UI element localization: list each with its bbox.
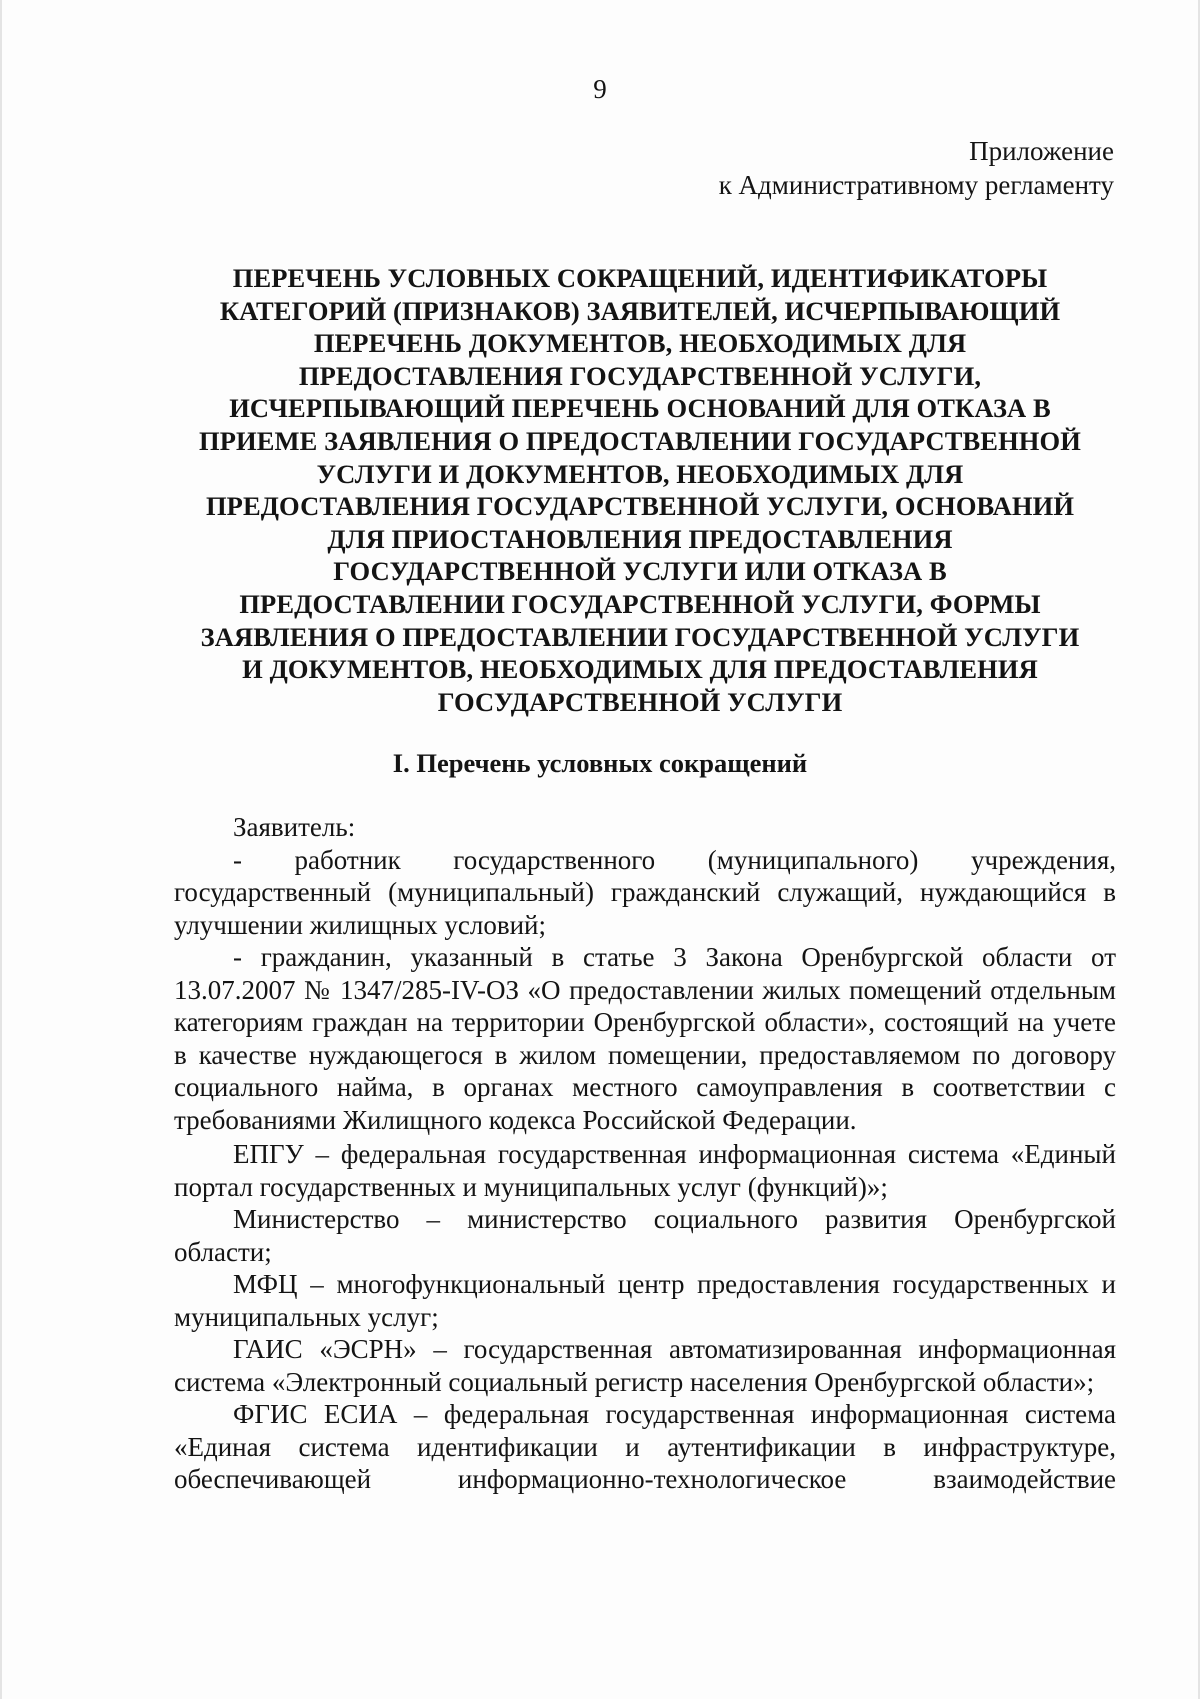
title-line: ГОСУДАРСТВЕННОЙ УСЛУГИ ИЛИ ОТКАЗА В: [333, 556, 947, 587]
appendix-reference: [554, 134, 1114, 202]
title-line: ПЕРЕЧЕНЬ УСЛОВНЫХ СОКРАЩЕНИЙ, ИДЕНТИФИКАТОРЫ: [232, 263, 1048, 293]
title-line: ПРЕДОСТАВЛЕНИЯ ГОСУДАРСТВЕННОЙ УСЛУГИ, ОСНОВАНИЙ: [205, 491, 1075, 522]
scan-edge-left: [0, 0, 2, 1699]
title-line: КАТЕГОРИЙ (ПРИЗНАКОВ) ЗАЯВИТЕЛЕЙ, ИСЧЕРПЫВАЮЩИЙ: [219, 295, 1061, 326]
section-heading: I. Перечень условных сокращений: [392, 748, 808, 778]
title-line: ДЛЯ ПРИОСТАНОВЛЕНИЯ ПРЕДОСТАВЛЕНИЯ: [327, 523, 953, 554]
title-line: ПЕРЕЧЕНЬ ДОКУМЕНТОВ, НЕОБХОДИМЫХ ДЛЯ: [313, 328, 967, 359]
paragraph-fgis-esia: ФГИС ЕСИА – федеральная государственная информационная система «Единая система идентификации и аутентификации в инфраструктуре, обеспечивающей информационно-технологическое взаимодействие: [174, 1399, 1116, 1494]
paragraph-gais-esrn: ГАИС «ЭСРН» – государственная автоматизированная информационная система «Электронный социальный регистр населения Оренбургской области»;: [174, 1334, 1116, 1397]
page-number: 9: [593, 74, 607, 104]
appendix-line-1: Приложение: [969, 136, 1114, 166]
paragraph-applicant-worker: - работник государственного (муниципального) учреждения, государственный (муниципальный) гражданский служащий, нуждающийся в улучшении жилищных условий;: [174, 844, 1116, 940]
title-line: ПРЕДОСТАВЛЕНИИ ГОСУДАРСТВЕННОЙ УСЛУГИ, ФОРМЫ: [239, 588, 1041, 619]
paragraph-applicant-citizen: - гражданин, указанный в статье 3 Закона Оренбургской области от 13.07.2007 № 1347/285-IV-ОЗ «О предоставлении жилых помещений отдельным категориям граждан на территории Оренбургской области», состоящий на учете в качестве нуждающегося в жилом помещении, предоставляемом по договору социального найма, в органах местного самоуправления в соответствии с требованиями Жилищного кодекса Российской Федерации.: [174, 942, 1116, 1135]
document-title: [160, 262, 1120, 718]
title-line: ИСЧЕРПЫВАЮЩИЙ ПЕРЕЧЕНЬ ОСНОВАНИЙ ДЛЯ ОТКАЗА В: [229, 393, 1051, 424]
paragraph-mfc: МФЦ – многофункциональный центр предоставления государственных и муниципальных услуг;: [174, 1269, 1116, 1332]
title-line: И ДОКУМЕНТОВ, НЕОБХОДИМЫХ ДЛЯ ПРЕДОСТАВЛЕНИЯ: [242, 654, 1038, 685]
title-line: ПРИЕМЕ ЗАЯВЛЕНИЯ О ПРЕДОСТАВЛЕНИИ ГОСУДАРСТВЕННОЙ: [199, 425, 1081, 456]
appendix-line-2: к Административному регламенту: [718, 170, 1114, 200]
title-line: ГОСУДАРСТВЕННОЙ УСЛУГИ: [437, 686, 843, 717]
paragraph-epgu: ЕПГУ – федеральная государственная информационная система «Единый портал государственных и муниципальных услуг (функций)»;: [174, 1139, 1116, 1202]
paragraph-applicant: Заявитель:: [233, 812, 356, 842]
body-text: [174, 811, 1116, 1496]
title-line: ЗАЯВЛЕНИЯ О ПРЕДОСТАВЛЕНИИ ГОСУДАРСТВЕННОЙ УСЛУГИ: [200, 621, 1080, 652]
title-line: ПРЕДОСТАВЛЕНИЯ ГОСУДАРСТВЕННОЙ УСЛУГИ,: [298, 360, 982, 391]
title-line: УСЛУГИ И ДОКУМЕНТОВ, НЕОБХОДИМЫХ ДЛЯ: [316, 458, 964, 489]
paragraph-ministry: Министерство – министерство социального развития Оренбургской области;: [174, 1204, 1116, 1267]
